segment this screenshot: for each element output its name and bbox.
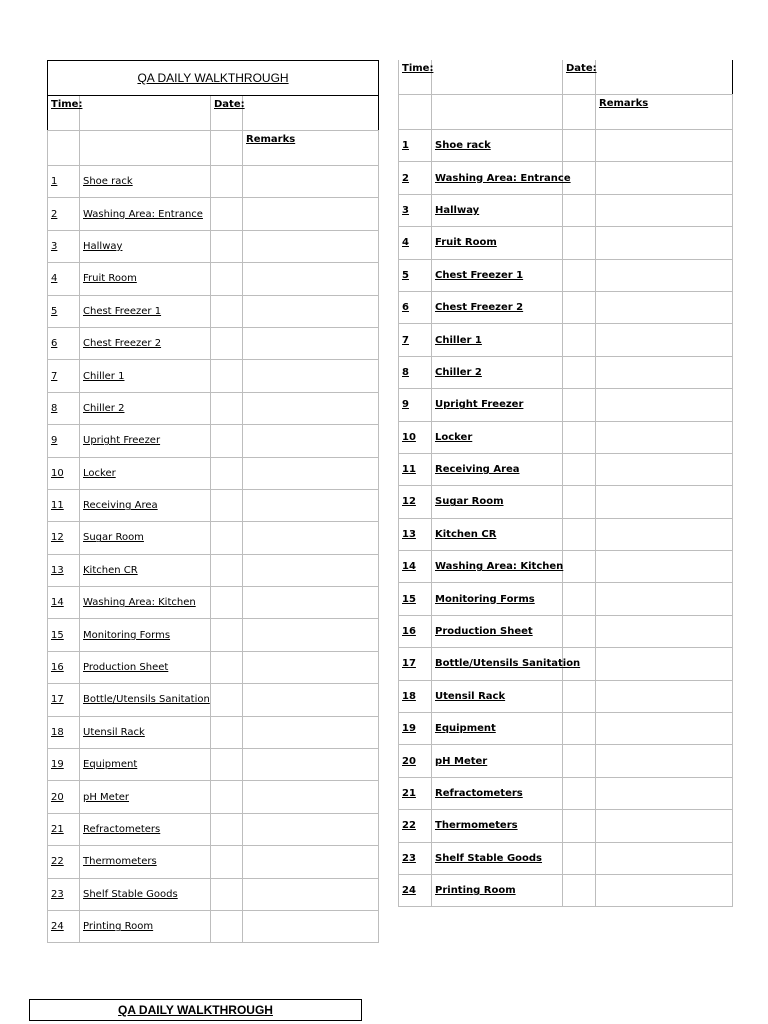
checklist-row [48,651,379,683]
area-name: Thermometers [80,846,211,878]
area-name: Washing Area: Kitchen [80,587,211,619]
item-number: 3 [399,194,432,226]
check-cell[interactable] [563,421,596,453]
item-number: 19 [399,713,432,745]
checklist-row [48,392,379,424]
item-number: 12 [399,486,432,518]
bottom-form-title: QA DAILY WALKTHROUGH [29,999,362,1021]
checklist-row [399,356,733,388]
checklist-row [399,615,733,647]
area-name: Receiving Area [432,453,563,485]
item-number: 16 [399,615,432,647]
remarks-cell[interactable] [243,878,379,910]
remarks-cell[interactable] [596,259,733,291]
item-number: 2 [48,198,80,230]
checklist-row [48,910,379,942]
checklist-row [48,198,379,230]
item-number: 8 [399,356,432,388]
check-cell[interactable] [211,846,243,878]
remarks-cell[interactable] [243,327,379,359]
check-cell[interactable] [563,874,596,906]
checklist-row [48,327,379,359]
area-name: Washing Area: Kitchen [432,551,563,583]
checklist-row [399,130,733,162]
check-cell[interactable] [211,392,243,424]
area-name: Thermometers [432,810,563,842]
check-cell[interactable] [211,425,243,457]
remarks-cell[interactable] [596,615,733,647]
checklist-row [399,259,733,291]
checklist-row [48,813,379,845]
check-cell[interactable] [211,878,243,910]
check-cell[interactable] [563,745,596,777]
check-cell[interactable] [211,716,243,748]
remarks-cell[interactable] [243,619,379,651]
check-cell[interactable] [211,360,243,392]
item-number: 1 [399,130,432,162]
remarks-cell[interactable] [243,910,379,942]
checklist-row [399,648,733,680]
checklist-row [399,421,733,453]
item-number: 13 [399,518,432,550]
remarks-cell[interactable] [243,360,379,392]
item-number: 5 [48,295,80,327]
check-cell[interactable] [211,651,243,683]
item-number: 17 [48,684,80,716]
checklist-row [399,162,733,194]
area-name: Production Sheet [432,615,563,647]
form-title: QA DAILY WALKTHROUGH [48,61,379,96]
remarks-cell[interactable] [243,554,379,586]
form-title-row [48,61,379,96]
remarks-cell[interactable] [596,194,733,226]
check-cell[interactable] [563,291,596,323]
area-name: Chiller 2 [432,356,563,388]
area-name: Shoe rack [432,130,563,162]
check-cell[interactable] [211,749,243,781]
remarks-cell[interactable] [243,587,379,619]
area-name: Sugar Room [80,522,211,554]
item-number: 19 [48,749,80,781]
checklist-row [48,716,379,748]
item-number: 23 [399,842,432,874]
area-name: pH Meter [432,745,563,777]
area-name: Shelf Stable Goods [80,878,211,910]
checklist-row [48,878,379,910]
check-cell[interactable] [211,166,243,198]
item-number: 3 [48,230,80,262]
item-number: 4 [399,227,432,259]
remarks-cell[interactable] [243,716,379,748]
remarks-cell[interactable] [596,356,733,388]
remarks-cell[interactable] [596,130,733,162]
area-name: pH Meter [80,781,211,813]
checklist-row [48,166,379,198]
item-number: 11 [48,489,80,521]
item-number: 15 [48,619,80,651]
item-number: 10 [399,421,432,453]
time-label: Time: [399,60,432,95]
check-cell[interactable] [563,356,596,388]
check-cell[interactable] [563,583,596,615]
item-number: 8 [48,392,80,424]
check-cell[interactable] [211,198,243,230]
remarks-cell[interactable] [243,230,379,262]
time-date-row [399,60,733,95]
remarks-cell[interactable] [243,684,379,716]
item-number: 22 [399,810,432,842]
area-name: Monitoring Forms [432,583,563,615]
remarks-cell[interactable] [596,486,733,518]
remarks-cell[interactable] [596,324,733,356]
remarks-cell[interactable] [243,749,379,781]
area-name: Kitchen CR [432,518,563,550]
area-name: Fruit Room [432,227,563,259]
remarks-cell[interactable] [596,680,733,712]
item-number: 14 [399,551,432,583]
remarks-cell[interactable] [596,453,733,485]
check-cell[interactable] [211,230,243,262]
area-name: Chest Freezer 1 [432,259,563,291]
checklist-row [48,360,379,392]
check-cell[interactable] [563,130,596,162]
check-cell[interactable] [563,389,596,421]
remarks-cell[interactable] [596,162,733,194]
area-name: Chiller 2 [80,392,211,424]
check-cell[interactable] [563,194,596,226]
check-cell[interactable] [563,713,596,745]
item-number: 10 [48,457,80,489]
check-cell[interactable] [563,680,596,712]
item-number: 20 [48,781,80,813]
area-name: Washing Area: Entrance [80,198,211,230]
area-name: Production Sheet [80,651,211,683]
remarks-cell[interactable] [243,457,379,489]
item-number: 1 [48,166,80,198]
checklist-row [48,522,379,554]
check-cell[interactable] [563,227,596,259]
item-number: 24 [399,874,432,906]
checklist-row [48,457,379,489]
remarks-cell[interactable] [596,389,733,421]
area-name: Printing Room [80,910,211,942]
item-number: 7 [48,360,80,392]
checklist-row [399,227,733,259]
remarks-cell[interactable] [596,551,733,583]
remarks-cell[interactable] [243,522,379,554]
checklist-row [399,680,733,712]
area-name: Chest Freezer 2 [80,327,211,359]
check-cell[interactable] [211,295,243,327]
area-name: Locker [80,457,211,489]
checklist-row [48,489,379,521]
checklist-row [48,846,379,878]
remarks-cell[interactable] [243,846,379,878]
area-name: Printing Room [432,874,563,906]
item-number: 5 [399,259,432,291]
area-name: Chest Freezer 2 [432,291,563,323]
date-field[interactable] [243,96,379,131]
time-label: Time: [48,96,80,131]
check-cell[interactable] [563,842,596,874]
check-cell[interactable] [211,684,243,716]
remarks-cell[interactable] [596,518,733,550]
area-name: Sugar Room [432,486,563,518]
remarks-cell[interactable] [243,392,379,424]
area-name: Refractometers [432,777,563,809]
item-number: 21 [399,777,432,809]
remarks-header-row [48,131,379,166]
item-number: 6 [399,291,432,323]
checklist-row [48,230,379,262]
remarks-cell[interactable] [243,425,379,457]
remarks-cell[interactable] [596,583,733,615]
item-number: 6 [48,327,80,359]
checklist-row [399,745,733,777]
walkthrough-form-left [47,60,379,943]
check-cell[interactable] [563,486,596,518]
check-cell[interactable] [211,781,243,813]
area-name: Upright Freezer [432,389,563,421]
time-field[interactable] [432,60,563,95]
area-name: Upright Freezer [80,425,211,457]
area-name: Receiving Area [80,489,211,521]
area-name: Washing Area: Entrance [432,162,563,194]
check-cell[interactable] [563,453,596,485]
area-name: Fruit Room [80,263,211,295]
checklist-row [399,324,733,356]
checklist-row [399,389,733,421]
item-number: 20 [399,745,432,777]
area-name: Refractometers [80,813,211,845]
checklist-row [48,587,379,619]
item-number: 24 [48,910,80,942]
item-number: 2 [399,162,432,194]
check-cell[interactable] [563,259,596,291]
checklist-row [399,291,733,323]
item-number: 9 [48,425,80,457]
checklist-row [48,425,379,457]
check-cell[interactable] [211,457,243,489]
time-field[interactable] [80,96,211,131]
remarks-cell[interactable] [243,263,379,295]
checklist-row [48,749,379,781]
checklist-row [399,551,733,583]
check-cell[interactable] [211,813,243,845]
checklist-row [399,453,733,485]
remarks-cell[interactable] [243,781,379,813]
item-number: 18 [399,680,432,712]
checklist-row [48,781,379,813]
check-cell[interactable] [563,518,596,550]
item-number: 11 [399,453,432,485]
check-cell[interactable] [563,551,596,583]
check-cell[interactable] [211,522,243,554]
date-label: Date: [211,96,243,131]
item-number: 13 [48,554,80,586]
area-name: Kitchen CR [80,554,211,586]
checklist-row [399,777,733,809]
item-number: 7 [399,324,432,356]
area-name: Monitoring Forms [80,619,211,651]
remarks-cell[interactable] [596,777,733,809]
item-number: 16 [48,651,80,683]
area-name: Utensil Rack [432,680,563,712]
checklist-row [399,518,733,550]
remarks-header: Remarks [243,131,379,166]
checklist-row [399,486,733,518]
remarks-cell[interactable] [243,166,379,198]
area-name: Chiller 1 [80,360,211,392]
remarks-header: Remarks [596,95,733,130]
remarks-cell[interactable] [596,810,733,842]
item-number: 21 [48,813,80,845]
item-number: 14 [48,587,80,619]
check-cell[interactable] [563,810,596,842]
checklist-row [48,263,379,295]
remarks-cell[interactable] [596,745,733,777]
remarks-cell[interactable] [596,713,733,745]
item-number: 4 [48,263,80,295]
remarks-header-row [399,95,733,130]
area-name: Equipment [80,749,211,781]
check-cell[interactable] [563,615,596,647]
checklist-row [399,194,733,226]
remarks-cell[interactable] [243,813,379,845]
area-name: Hallway [432,194,563,226]
checklist-row [399,713,733,745]
area-name: Shelf Stable Goods [432,842,563,874]
checklist-row [48,295,379,327]
area-name: Shoe rack [80,166,211,198]
walkthrough-form-right [398,60,733,907]
item-number: 12 [48,522,80,554]
checklist-row [399,583,733,615]
time-date-row [48,96,379,131]
remarks-cell[interactable] [596,648,733,680]
remarks-cell[interactable] [243,295,379,327]
remarks-cell[interactable] [243,198,379,230]
area-name: Hallway [80,230,211,262]
check-cell[interactable] [211,587,243,619]
checklist-row [48,554,379,586]
item-number: 23 [48,878,80,910]
check-cell[interactable] [211,619,243,651]
remarks-cell[interactable] [596,842,733,874]
checklist-row [399,874,733,906]
remarks-cell[interactable] [243,489,379,521]
remarks-cell[interactable] [596,874,733,906]
checklist-row [48,684,379,716]
remarks-cell[interactable] [243,651,379,683]
date-field[interactable] [596,60,733,95]
item-number: 9 [399,389,432,421]
check-cell[interactable] [211,263,243,295]
checklist-row [399,842,733,874]
area-name: Chest Freezer 1 [80,295,211,327]
area-name: Equipment [432,713,563,745]
remarks-cell[interactable] [596,421,733,453]
item-number: 15 [399,583,432,615]
checklist-row [48,619,379,651]
check-cell[interactable] [211,554,243,586]
date-label: Date: [563,60,596,95]
area-name: Chiller 1 [432,324,563,356]
remarks-cell[interactable] [596,291,733,323]
check-cell[interactable] [211,489,243,521]
item-number: 22 [48,846,80,878]
area-name: Bottle/Utensils Sanitation [80,684,211,716]
area-name: Utensil Rack [80,716,211,748]
checklist-row [399,810,733,842]
check-cell[interactable] [211,910,243,942]
check-cell[interactable] [563,777,596,809]
remarks-cell[interactable] [596,227,733,259]
item-number: 18 [48,716,80,748]
check-cell[interactable] [211,327,243,359]
area-name: Locker [432,421,563,453]
check-cell[interactable] [563,324,596,356]
area-name: Bottle/Utensils Sanitation [432,648,563,680]
item-number: 17 [399,648,432,680]
